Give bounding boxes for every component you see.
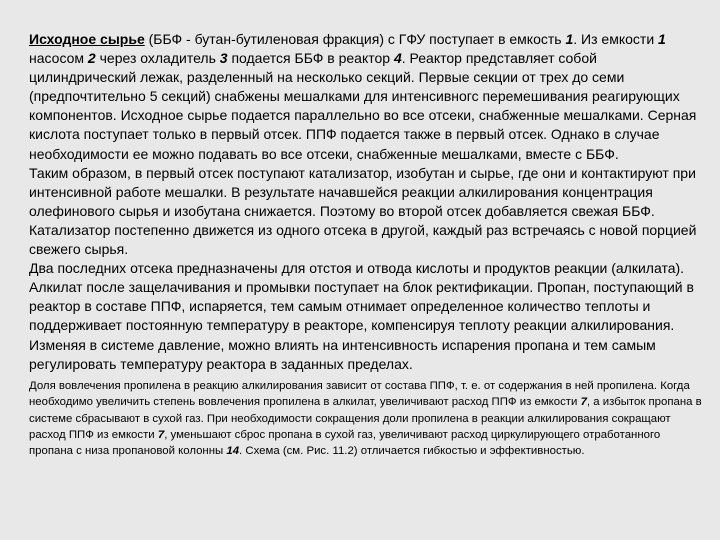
- text: . Реактор представляет собой цилиндрический лежак, разделенный на несколько секций. Первые секции от трех до семи (предпочтительно 5 секций) снабжены мешалками для интенсивногс перемешивания реагирующих компонентов. Исходное сырье подается параллельно во все отсеки, снабженные мешалками. Серная кислота поступает только в первый отсек. ППФ подается также в первый отсек. Однако в случае необходимости ее можно подавать во все отсеки, снабженные мешалками, вместе с ББФ.: [29, 50, 697, 162]
- ref-number: 1: [565, 31, 574, 47]
- text: через охладитель: [95, 50, 220, 67]
- paragraph-4: [29, 378, 703, 460]
- ref-number: 3: [219, 50, 228, 67]
- ref-number: 14: [226, 445, 240, 458]
- ref-number: 7: [157, 428, 165, 441]
- ref-number: 4: [393, 50, 402, 67]
- text: . Из емкости: [573, 31, 659, 47]
- ref-number: 1: [658, 31, 666, 47]
- paragraph-2: Таким образом, в первый отсек поступают катализатор, изобутан и сырье, где они и контактируют при интенсивной работе мешалки. В результате начавшейся реакции алкилирования концентрация олефинового сырья и изобутана снижается. Поэтому во второй отсек добавляется свежая ББФ. Катализатор постепенно движется из одного отсека в другой, каждый раз встречаясь с новой порцией свежего сырья.: [29, 164, 697, 258]
- term-source-feed: Исходное сырье: [29, 31, 145, 47]
- document-body: [29, 30, 703, 460]
- text: подается ББФ в реактор: [227, 50, 394, 67]
- paragraph-3: Два последних отсека предназначены для отстоя и отвода кислоты и продуктов реакции (алкилата). Алкилат после защелачивания и промывки поступает на блок ректификации. Пропан, поступающий в реактор в составе ППФ, испаряется, тем самым отнимает определенное количество теплоты и поддерживает постоянную температуру в реакторе, компенсируя теплоту реакции алкилирования. Изменяя в системе давление, можно влиять на интенсивность испарения пропана и тем самым регулировать температуру реактора в заданных пределах.: [29, 260, 694, 372]
- text: (ББФ - бутан-бутиленовая фракция) с ГФУ поступает в емкость: [144, 31, 566, 47]
- text: Доля вовлечения пропилена в реакцию алкилирования зависит от состава ППФ, т. е. от содержания в ней пропилена. Когда необходимо увеличить степень вовлечения пропилена в алкилат, увеличивают расход ППФ из емкости: [29, 379, 690, 409]
- paragraph-1: [29, 30, 703, 164]
- text: насосом: [29, 50, 88, 67]
- text: , уменьшают сброс пропана в сухой газ, увеличивают расход циркулирующего отработанного пропана с низа пропановой колонны: [29, 428, 661, 458]
- ref-number: 7: [580, 396, 587, 409]
- text: . Схема (см. Рис. 11.2) отличается гибкостью и эффективностью.: [239, 445, 585, 458]
- ref-number: 2: [87, 50, 96, 67]
- text: , а избыток пропана в системе сбрасывают в сухой газ. При необходимости сокращения доли пропилена в реакции алкилирования сокращают расход ППФ из емкости: [29, 396, 702, 441]
